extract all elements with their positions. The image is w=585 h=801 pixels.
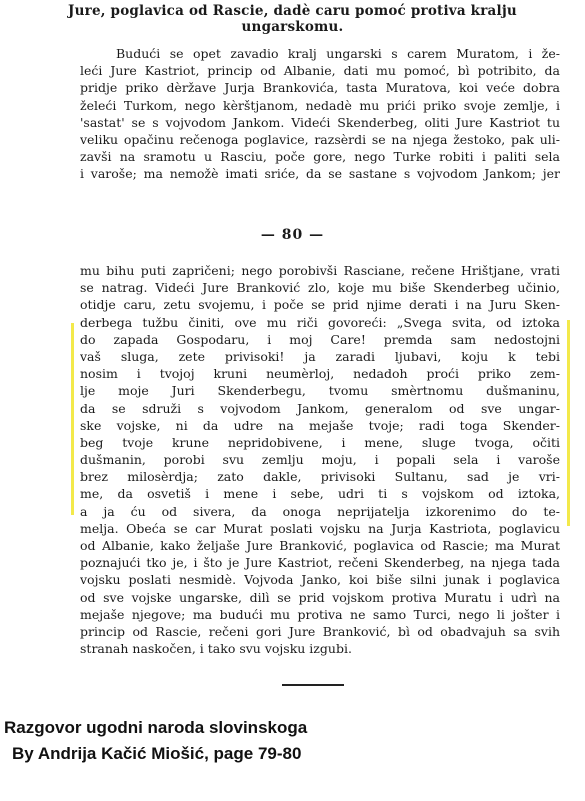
text-line: leći Jure Kastriot, princip od Albanie, dati mu pomoć, bì potribito, da (80, 63, 560, 79)
text-line: dušmanin, porobi svu zemlju moju, i popali sela i varoše (80, 452, 560, 468)
text-line: mejaše njegove; ma budući mu protiva ne samo Turci, nego li jošter i (80, 606, 560, 622)
text-line: zavši na sramotu u Rasciu, poče gore, nego Turke robiti i paliti sela (80, 149, 560, 165)
paragraph-2 (80, 262, 560, 657)
text-line: ske vojske, ni da udre na mejaše tvoje; radi toga Skender- (80, 417, 560, 433)
highlight-mark-left (71, 323, 74, 515)
text-line: od Albanie, kako željaše Jure Branković, poglavica od Rascie; ma Murat (80, 538, 560, 553)
caption-title: Razgovor ugodni naroda slovinskoga (4, 718, 308, 737)
text-line: mu bihu puti zapričeni; nego porobivši Rasciane, rečene Hrištjane, vrati (80, 263, 560, 278)
text-line: brez milosèrdja; zato dakle, privisoki Sultanu, sad je vri- (80, 469, 560, 485)
text-line: želeći Turkom, nego kèrštjanom, nedadè mu prići priko svoje zemlje, i (80, 97, 560, 113)
paragraph-1 (80, 45, 560, 183)
end-rule (282, 684, 344, 686)
text-line: lje moje Juri Skenderbegu, tvomu smèrtnomu dušmaninu, (80, 383, 560, 399)
text-line: otidje caru, zetu svojemu, i poče se prid njime derati i na Juru Sken- (80, 297, 560, 313)
text-line: do zapada Gospodaru, i moj Care! premda sam nedostojni (80, 331, 560, 347)
text-line: nosim i tvojoj kruni neumèrloj, nedadoh proći priko zem- (80, 366, 560, 382)
text-line: me, da osvetiš i mene i sebe, udri ti s vojskom od iztoka, (80, 486, 560, 502)
text-line: derbega tužbu činiti, ove mu riči govoreći: „Svega svita, od iztoka (80, 314, 560, 330)
text-line: stranah naskočen, i tako svu vojsku izgubi. (80, 641, 352, 657)
text-line: od sve vojske ungarske, dilì se prid vojskom protiva Muratu i udrì na (80, 589, 560, 605)
text-line: vojsku poslati nesmidè. Vojvoda Janko, koi biše silni junak i poglavica (80, 572, 560, 588)
highlight-mark-right (567, 320, 570, 526)
heading-line-2: ungarskomu. (241, 19, 344, 35)
text-line: princip od Rascie, rečeni gori Jure Branković, bì od obadvajuh sa svih (80, 623, 560, 639)
text-line: pridje priko dèržave Jurja Brankovića, tasta Muratova, koi veće dobra (80, 80, 560, 96)
text-line: poznajući tko je, i što je Jure Kastriot, rečeni Skenderbeg, na njega tada (80, 555, 560, 571)
text-line: Budući se opet zavadio kralj ungarski s carem Muratom, i že- (116, 46, 560, 61)
page-number: — 80 — (260, 227, 325, 243)
text-line: melja. Obeća se car Murat poslati vojsku na Jurja Kastriota, poglavicu (80, 520, 560, 536)
text-line: vaš sluga, zete privisoki! ja zaradi ljubavi, koju k tebi (80, 348, 560, 364)
chapter-heading (0, 3, 585, 35)
text-line: a ja ću od sivera, da onoga neprijatelja izkorenimo do te- (80, 503, 560, 519)
heading-line-1: Jure, poglavica od Rascie, dadè caru pomoć protiva kralju (68, 3, 517, 19)
text-line: beg tvoje krune nepridobivene, i mene, sluge tvoga, očiti (80, 434, 560, 450)
caption-source: By Andrija Kačić Miošić, page 79-80 (12, 744, 302, 763)
text-line: i varoše; ma nemožè imati sriće, da se sastane s vojvodom Jankom; jer (80, 166, 560, 182)
text-line: veliku opačinu rečenoga poglavice, razsèrdi se na njega žestoko, pak uli- (80, 131, 560, 147)
text-line: da se sdruži s vojvodom Jankom, generalom od sve ungar- (80, 400, 560, 416)
text-line: 'sastat' se s vojvodom Jankom. Videći Skenderbeg, oliti Jure Kastriot tu (80, 114, 560, 130)
text-line: se natrag. Videći Jure Branković zlo, koje mu biše Skenderbeg učinio, (80, 280, 560, 296)
